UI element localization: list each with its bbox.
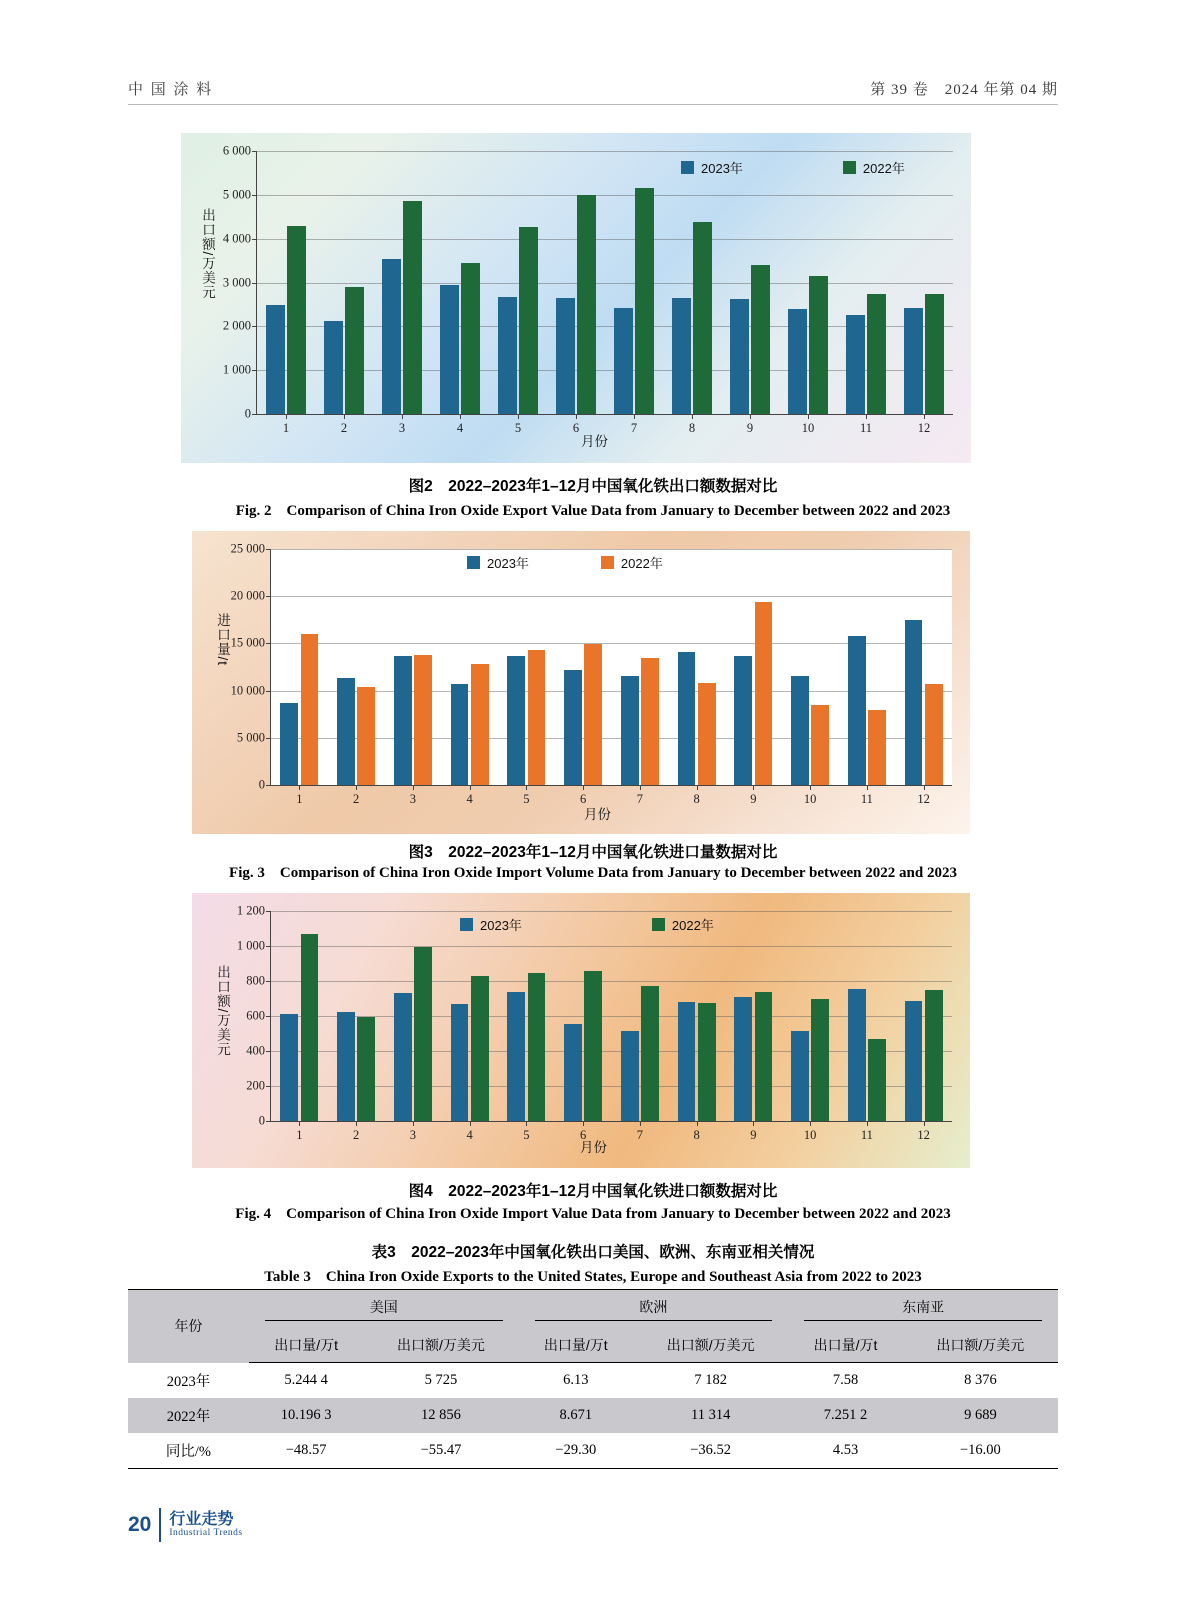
bar [621,676,639,786]
y-axis-tick-label: 0 [258,1113,265,1128]
bar [678,1002,696,1121]
legend-label: 2022年 [671,918,714,933]
y-axis-tick-label: 1 000 [236,938,265,953]
plot-area [222,143,953,435]
table-subheader-2: 出口量/万t [519,1328,633,1363]
y-axis-tick-label: 15 000 [230,635,265,650]
bar [848,636,866,785]
bar [791,676,809,786]
figure-3-caption-en: Fig. 3 Comparison of China Iron Oxide Import Volume Data from January to December between 2022 and 2023 [229,865,957,881]
bar [528,973,546,1121]
bar [440,285,459,414]
x-axis-title: 月份 [584,807,611,822]
y-axis-tick-mark [252,283,257,284]
x-axis-tick-mark [583,1121,584,1126]
x-axis-title: 月份 [581,434,608,449]
grid-line [257,195,953,196]
x-axis-tick-mark [526,1121,527,1126]
table-row [128,1363,1058,1398]
y-axis-tick-mark [266,1086,271,1087]
bar [811,705,829,785]
bar [868,710,886,785]
y-axis-tick-label: 10 000 [230,683,265,698]
x-axis-tick-label: 11 [860,792,873,806]
x-axis-tick-mark [753,1121,754,1126]
chart-legend [467,553,663,572]
bar [357,1017,375,1121]
y-axis-tick-mark [266,738,271,739]
bar [614,308,633,414]
table-group-europe: 欧洲 [519,1290,789,1329]
table-cell: 7 182 [694,1371,727,1388]
y-axis-tick-mark [266,549,271,550]
bar [672,298,691,414]
grid-line [257,239,953,240]
x-axis-tick-label: 1 [296,792,303,806]
issue-info: 第 39 卷 2024 年第 04 期 [870,82,1058,98]
legend-item [460,915,522,934]
x-axis-tick-label: 8 [693,792,700,806]
y-axis-tick-mark [252,195,257,196]
bar [925,294,944,414]
table-cell: 6.13 [563,1371,589,1388]
legend-item [467,553,529,572]
bar [394,656,412,785]
grid-line [271,549,952,550]
bar [287,226,306,414]
journal-name: 中 国 涂 料 [128,82,214,98]
legend-swatch-icon [652,918,665,931]
x-axis-tick-mark [692,414,693,419]
chart-legend [681,158,905,177]
x-axis-tick-mark [286,414,287,419]
table-group-us: 美国 [249,1290,519,1329]
bar [905,620,923,785]
y-axis-tick-mark [252,414,257,415]
y-axis-tick-label: 0 [244,406,251,421]
header-divider [128,104,1058,105]
y-axis-tick-mark [252,151,257,152]
x-axis-tick-mark [867,785,868,790]
x-axis-tick-label: 11 [860,1128,873,1142]
x-axis-tick-mark [634,414,635,419]
bar [507,992,525,1121]
table-cell: −29.30 [519,1433,633,1469]
figure-3 [192,531,970,834]
y-axis-tick-mark [266,981,271,982]
table-row [128,1398,1058,1433]
bar [337,1012,355,1121]
x-axis-tick-mark [924,1121,925,1126]
bar [905,1001,923,1121]
table-cell: −36.52 [633,1433,788,1469]
bar [266,305,285,414]
bar [451,1004,469,1121]
bar [498,297,517,414]
x-axis-tick-label: 2 [353,1128,360,1142]
legend-swatch-icon [681,161,694,174]
y-axis-tick-label: 1 200 [236,903,265,918]
x-axis-tick-label: 10 [803,1128,817,1142]
bar [519,227,538,414]
x-axis-tick-mark [697,1121,698,1126]
table-cell: 8.671 [559,1406,593,1423]
x-axis-tick-label: 6 [580,792,587,806]
legend-swatch-icon [467,556,480,569]
table-cell: −55.47 [363,1433,518,1469]
bar [564,1024,582,1121]
bar [693,222,712,414]
bar [280,703,298,785]
grid-line [257,151,953,152]
x-axis-tick-mark [576,414,577,419]
x-axis-tick-label: 6 [572,421,580,435]
bar [394,993,412,1121]
bar [925,990,943,1121]
bar [791,1031,809,1121]
y-axis-tick-label: 4 000 [222,231,251,246]
bar [357,687,375,785]
y-axis-tick-mark [266,946,271,947]
y-axis-tick-label: 600 [246,1008,265,1023]
bar [403,201,422,414]
x-axis-tick-mark [356,785,357,790]
x-axis-tick-mark [526,785,527,790]
table-cell-year: 2023年 [166,1373,211,1390]
y-axis-tick-mark [266,596,271,597]
legend-item [681,158,743,177]
x-axis-tick-label: 8 [693,1128,700,1142]
bar [301,934,319,1121]
x-axis-tick-mark [299,785,300,790]
x-axis-tick-mark [924,785,925,790]
page-footer [128,1508,243,1542]
x-axis-tick-label: 11 [859,421,873,435]
table-subheader-4: 出口量/万t [788,1328,902,1363]
x-axis-tick-label: 9 [750,792,757,806]
x-axis-tick-label: 12 [917,1128,930,1142]
x-axis-tick-mark [810,1121,811,1126]
x-axis-tick-mark [640,785,641,790]
y-axis-tick-label: 2 000 [222,318,251,333]
table-3 [128,1289,1058,1469]
bar [734,656,752,785]
y-axis-tick-label: 6 000 [222,143,251,158]
table-subheader-5: 出口额/万美元 [903,1328,1058,1363]
table-cell: 11 314 [690,1406,731,1423]
figure-2 [181,133,971,463]
bar [337,678,355,785]
grid-line [271,911,952,912]
legend-swatch-icon [601,556,614,569]
y-axis-tick-mark [266,1016,271,1017]
x-axis-title: 月份 [580,1140,607,1155]
bar [577,195,596,414]
page-header [128,78,1058,99]
x-axis-tick-label: 3 [409,792,416,806]
bar [471,664,489,785]
table-cell: 12 856 [421,1406,461,1423]
bar [734,997,752,1121]
bar [755,602,773,785]
table-cell: 7.251 2 [823,1406,868,1423]
x-axis-tick-label: 4 [456,421,464,435]
table-cell: 10.196 3 [280,1406,332,1423]
y-axis-tick-label: 25 000 [230,541,265,556]
x-axis-tick-label: 2 [340,421,348,435]
chart-legend [460,915,714,934]
x-axis-tick-label: 3 [409,1128,416,1142]
table-header-year: 年份 [128,1290,249,1363]
y-axis-tick-label: 5 000 [222,187,251,202]
x-axis-tick-mark [413,785,414,790]
page-number: 20 [128,1513,152,1536]
x-axis-tick-mark [750,414,751,419]
x-axis-tick-label: 9 [746,421,754,435]
x-axis-tick-mark [924,414,925,419]
x-axis-tick-mark [470,785,471,790]
y-axis-tick-mark [252,326,257,327]
table-cell: −48.57 [249,1433,363,1469]
x-axis-tick-mark [518,414,519,419]
legend-item [843,158,905,177]
footer-divider [159,1508,161,1542]
table-cell: −16.00 [903,1433,1058,1469]
bar [925,684,943,785]
x-axis-tick-label: 1 [296,1128,303,1142]
y-axis-tick-label: 400 [246,1043,265,1058]
bar [584,644,602,785]
bar [451,684,469,785]
grid-line [271,981,952,982]
figure-3-caption-cn: 图3 2022–2023年1–12月中国氧化铁进口量数据对比 [408,844,778,861]
table-3-caption-cn: 表3 2022–2023年中国氧化铁出口美国、欧洲、东南亚相关情况 [371,1244,815,1261]
y-axis-tick-mark [266,1051,271,1052]
legend-item [601,553,663,572]
figure-4-caption-en: Fig. 4 Comparison of China Iron Oxide Import Value Data from January to December between 2022 and 2023 [235,1206,951,1222]
table-subheader-1: 出口额/万美元 [363,1328,518,1363]
table-cell: 9 689 [964,1406,997,1423]
x-axis-tick-mark [753,785,754,790]
table-cell: 7.58 [832,1371,859,1388]
x-axis-tick-label: 9 [750,1128,757,1142]
x-axis-tick-label: 5 [514,421,522,435]
x-axis-tick-label: 12 [917,421,931,435]
figure-2-caption-cn: 图2 2022–2023年1–12月中国氧化铁出口额数据对比 [408,478,778,495]
grid-line [271,946,952,947]
legend-swatch-icon [460,918,473,931]
bar [461,263,480,414]
y-axis-tick-label: 800 [246,973,265,988]
bar [528,650,546,785]
bar [811,999,829,1121]
x-axis-tick-label: 10 [801,421,815,435]
bar [698,683,716,785]
y-axis-title: 进口量/t [215,613,230,667]
x-axis-tick-mark [470,1121,471,1126]
footer-section-cn: 行业走势 [169,1510,234,1528]
bar [564,670,582,785]
y-axis-title: 出口额/万美元 [215,965,230,1057]
bar [868,1039,886,1121]
bar [641,986,659,1121]
x-axis-tick-mark [356,1121,357,1126]
figure-4-caption-cn: 图4 2022–2023年1–12月中国氧化铁进口额数据对比 [408,1183,778,1200]
y-axis-tick-mark [266,1121,271,1122]
bar [846,315,865,414]
legend-item [652,915,714,934]
table-cell-year: 2022年 [166,1408,211,1425]
legend-label: 2022年 [620,556,663,571]
x-axis-tick-mark [640,1121,641,1126]
bar [471,976,489,1121]
x-axis-tick-mark [866,414,867,419]
plot-area [236,903,952,1142]
bar [345,287,364,414]
bar [641,658,659,785]
x-axis-tick-mark [810,785,811,790]
bar [635,188,654,414]
table-row [128,1433,1058,1469]
x-axis-tick-mark [402,414,403,419]
x-axis-tick-mark [583,785,584,790]
table-cell: 5.244 4 [284,1371,328,1388]
bar [507,656,525,785]
grid-line [271,596,952,597]
y-axis-tick-label: 20 000 [230,588,265,603]
x-axis-tick-label: 10 [803,792,817,806]
bar [867,294,886,414]
bar [301,634,319,785]
x-axis-tick-label: 6 [580,1128,587,1142]
bar [730,299,749,414]
legend-label: 2023年 [480,918,522,933]
x-axis-tick-label: 4 [466,792,473,806]
bar [698,1003,716,1121]
x-axis-tick-label: 12 [917,792,930,806]
bar [556,298,575,414]
x-axis-tick-label: 7 [636,1128,643,1142]
x-axis-tick-label: 5 [523,1128,530,1142]
y-axis-tick-mark [266,911,271,912]
table-cell: 5 725 [424,1371,458,1388]
bar [414,947,432,1121]
bar [382,259,401,414]
y-axis-tick-mark [266,643,271,644]
x-axis-tick-mark [413,1121,414,1126]
bar [280,1014,298,1121]
bar [904,308,923,415]
y-axis-tick-label: 5 000 [236,730,265,745]
x-axis-tick-label: 4 [466,1128,473,1142]
y-axis-tick-label: 1 000 [222,362,251,377]
bar [584,971,602,1121]
table-cell: 4.53 [788,1433,902,1469]
plot-area [230,541,952,806]
table-group-sea: 东南亚 [788,1290,1058,1329]
bar [848,989,866,1121]
bar [324,321,343,414]
bar [755,992,773,1122]
x-axis-tick-mark [460,414,461,419]
table-3-caption-en: Table 3 China Iron Oxide Exports to the United States, Europe and Southeast Asia from 2022 to 2023 [264,1269,922,1285]
figure-2-caption-en: Fig. 2 Comparison of China Iron Oxide Export Value Data from January to December between 2022 and 2023 [235,503,951,519]
bar [788,309,807,414]
table-cell: 8 376 [964,1371,997,1388]
y-axis-tick-mark [252,370,257,371]
footer-section-en: Industrial Trends [169,1528,243,1539]
table-cell-year: 同比/% [128,1433,249,1469]
x-axis-tick-mark [867,1121,868,1126]
bar [809,276,828,414]
bar [751,265,770,414]
bar [414,655,432,785]
table-subheader-3: 出口额/万美元 [633,1328,788,1363]
x-axis-tick-label: 2 [353,792,360,806]
x-axis-tick-label: 7 [636,792,643,806]
x-axis-tick-label: 3 [398,421,406,435]
legend-label: 2023年 [701,161,743,176]
legend-label: 2022年 [862,161,905,176]
y-axis-tick-mark [252,239,257,240]
bar [621,1031,639,1121]
y-axis-tick-mark [266,691,271,692]
y-axis-title: 出口额/万美元 [200,208,215,300]
table-subheader-0: 出口量/万t [249,1328,363,1363]
grid-line [257,283,953,284]
x-axis-tick-mark [808,414,809,419]
x-axis-tick-label: 1 [282,421,290,435]
y-axis-tick-mark [266,785,271,786]
y-axis-tick-label: 0 [258,777,265,792]
x-axis-tick-mark [344,414,345,419]
x-axis-tick-mark [299,1121,300,1126]
x-axis-tick-label: 5 [523,792,530,806]
x-axis-tick-mark [697,785,698,790]
legend-label: 2023年 [487,556,529,571]
y-axis-tick-label: 3 000 [222,275,251,289]
y-axis-tick-label: 200 [246,1078,265,1093]
legend-swatch-icon [843,161,856,174]
bar [678,652,696,785]
x-axis-tick-label: 8 [688,421,696,435]
figure-4 [192,893,970,1168]
x-axis-tick-label: 7 [630,421,638,435]
